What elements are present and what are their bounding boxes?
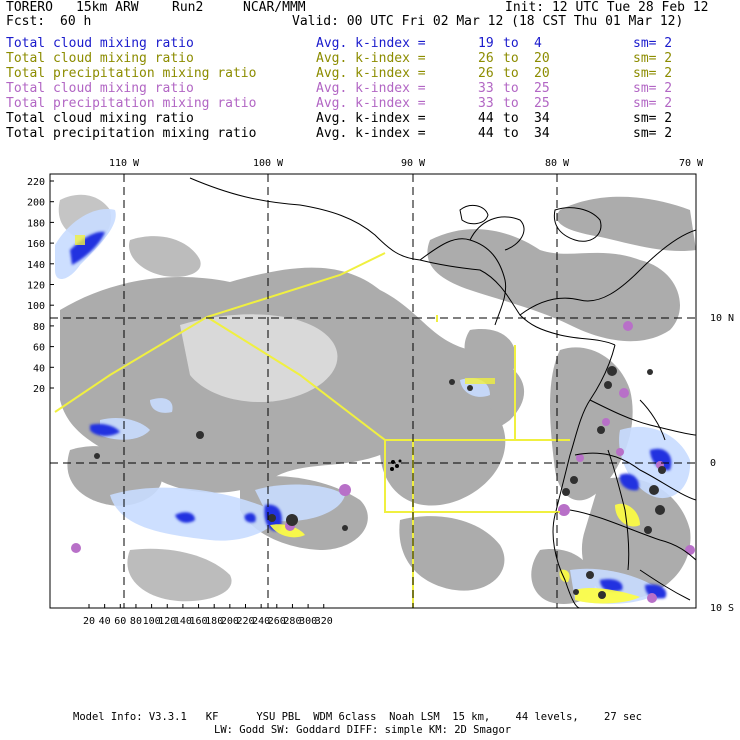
longitude-label: 90 W xyxy=(400,158,426,169)
longitude-label: 110 W xyxy=(108,158,140,169)
legend-field: Total cloud mixing ratio xyxy=(6,51,194,66)
x-tick-label: 300 xyxy=(299,616,318,627)
x-tick-label: 220 xyxy=(236,616,255,627)
legend-kindex-label: Avg. k-index = xyxy=(316,111,426,126)
legend-k-to: 4 xyxy=(534,36,542,51)
legend-smoothing: sm= 2 xyxy=(633,36,673,51)
latitude-label: 10 N xyxy=(710,313,735,324)
map-panel xyxy=(0,150,740,627)
legend-kindex-label: Avg. k-index = xyxy=(316,81,426,96)
org-label: NCAR/MMM xyxy=(243,0,306,15)
legend-to: to xyxy=(503,51,519,66)
valid-time: Valid: 00 UTC Fri 02 Mar 12 (18 CST Thu 01 Mar 12) xyxy=(292,14,684,29)
legend-k-to: 25 xyxy=(534,81,550,96)
x-tick-label: 160 xyxy=(189,616,208,627)
legend-k-from: 26 xyxy=(478,51,494,66)
y-tick-label: 60 xyxy=(32,342,45,354)
x-tick-label: 280 xyxy=(283,616,302,627)
legend-k-from: 33 xyxy=(478,96,494,111)
legend-field: Total precipitation mixing ratio xyxy=(6,96,257,111)
y-tick-label: 180 xyxy=(26,218,45,230)
legend-k-to: 20 xyxy=(534,51,550,66)
x-tick-label: 180 xyxy=(205,616,224,627)
x-tick-label: 80 xyxy=(129,616,142,627)
forecast-hours: 60 h xyxy=(60,14,92,29)
legend-kindex-label: Avg. k-index = xyxy=(316,96,426,111)
x-tick-label: 140 xyxy=(173,616,192,627)
y-tick-label: 220 xyxy=(26,177,45,188)
longitude-label: 70 W xyxy=(678,158,704,169)
legend-smoothing: sm= 2 xyxy=(633,66,673,81)
latitude-label: 0 xyxy=(710,458,717,469)
legend-smoothing: sm= 2 xyxy=(633,51,673,66)
y-tick-label: 80 xyxy=(32,321,45,333)
x-tick-label: 200 xyxy=(220,616,239,627)
legend-to: to xyxy=(503,81,519,96)
longitude-label: 80 W xyxy=(544,158,570,169)
init-time: Init: 12 UTC Tue 28 Feb 12 xyxy=(505,0,709,15)
y-tick-label: 20 xyxy=(32,384,45,395)
run-label: Run2 xyxy=(172,0,204,15)
model-info: Model Info: V3.3.1 KF YSU PBL WDM 6class Noah LSM 15 km, 44 levels, 27 sec xyxy=(73,711,642,723)
legend-k-from: 19 xyxy=(478,36,494,51)
x-tick-label: 320 xyxy=(314,616,333,627)
legend-smoothing: sm= 2 xyxy=(633,81,673,96)
legend-k-from: 33 xyxy=(478,81,494,96)
legend-smoothing: sm= 2 xyxy=(633,111,673,126)
legend-field: Total precipitation mixing ratio xyxy=(6,66,257,81)
x-tick-label: 40 xyxy=(98,616,111,627)
model-name: TORERO xyxy=(6,0,53,15)
legend-k-to: 34 xyxy=(534,126,550,141)
legend-field: Total cloud mixing ratio xyxy=(6,81,194,96)
legend-k-to: 20 xyxy=(534,66,550,81)
legend-kindex-label: Avg. k-index = xyxy=(316,66,426,81)
y-tick-label: 160 xyxy=(26,239,45,251)
y-tick-label: 140 xyxy=(26,259,45,271)
x-tick-label: 240 xyxy=(252,616,271,627)
legend-to: to xyxy=(503,66,519,81)
y-tick-label: 120 xyxy=(26,280,45,292)
legend-to: to xyxy=(503,111,519,126)
legend-to: to xyxy=(503,96,519,111)
legend-k-to: 25 xyxy=(534,96,550,111)
map-svg xyxy=(0,150,740,627)
legend-field: Total cloud mixing ratio xyxy=(6,36,194,51)
legend-k-from: 26 xyxy=(478,66,494,81)
legend-k-to: 34 xyxy=(534,111,550,126)
legend-k-from: 44 xyxy=(478,126,494,141)
legend-kindex-label: Avg. k-index = xyxy=(316,36,426,51)
legend-field: Total cloud mixing ratio xyxy=(6,111,194,126)
y-tick-label: 200 xyxy=(26,197,45,209)
legend-to: to xyxy=(503,36,519,51)
legend-smoothing: sm= 2 xyxy=(633,126,673,141)
x-tick-label: 260 xyxy=(267,616,286,627)
x-tick-label: 60 xyxy=(114,616,127,627)
legend-to: to xyxy=(503,126,519,141)
forecast-label: Fcst: xyxy=(6,14,46,29)
legend-kindex-label: Avg. k-index = xyxy=(316,51,426,66)
legend-k-from: 44 xyxy=(478,111,494,126)
legend-smoothing: sm= 2 xyxy=(633,96,673,111)
y-tick-label: 100 xyxy=(26,301,45,313)
model-resolution: 15km ARW xyxy=(76,0,139,15)
model-physics: LW: Godd SW: Goddard DIFF: simple KM: 2D Smagor xyxy=(214,724,512,736)
x-tick-label: 20 xyxy=(82,616,96,627)
legend-kindex-label: Avg. k-index = xyxy=(316,126,426,141)
longitude-label: 100 W xyxy=(252,158,284,169)
x-tick-label: 120 xyxy=(158,616,177,627)
y-tick-label: 40 xyxy=(32,363,45,375)
latitude-label: 10 S xyxy=(710,603,735,614)
legend-field: Total precipitation mixing ratio xyxy=(6,126,257,141)
x-tick-label: 100 xyxy=(142,616,161,627)
